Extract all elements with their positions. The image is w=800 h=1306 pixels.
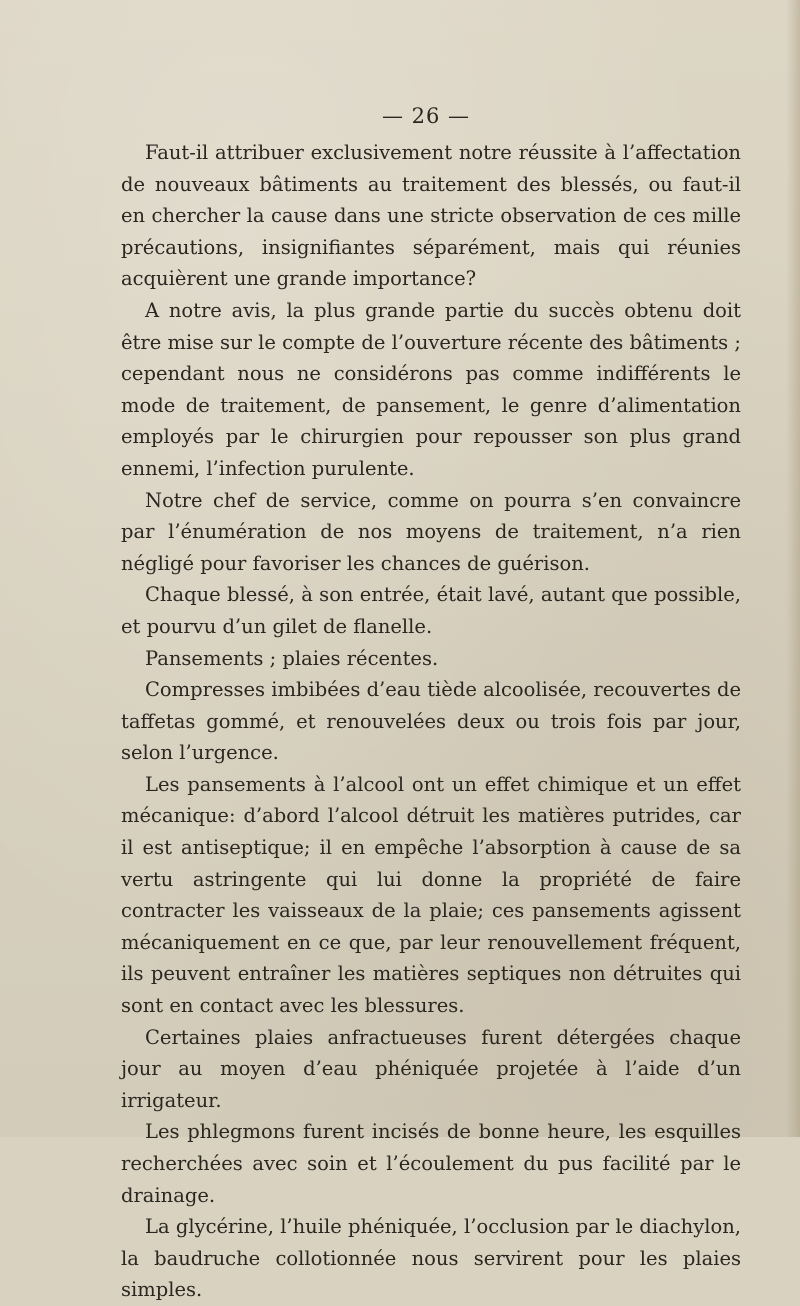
paragraph-2: A notre avis, la plus grande partie du succès obtenu doit être mise sur le compte de l’ouverture récente des bâtiments ; cependant nous ne considérons pas comme indifférents le mode de traitement, de pansement, le genre d’alimentation employés par le chirurgien pour repousser son plus grand ennemi, l’infection purulente.	[121, 298, 741, 480]
paragraph-7: Les pansements à l’alcool ont un effet chimique et un effet mécanique: d’abord l’alcool détruit les matières putrides, car il est antiseptique; il en empêche l’absorption à cause de sa vertu astringente qui lui donne la propriété de faire contracter les vaisseaux de la plaie; ces pansements agissent mécaniquement en ce que, par leur renouvellement fréquent, ils peuvent entraîner les matières septiques non détruites qui sont en contact avec les blessures.	[121, 772, 741, 1018]
paragraph-5-heading: Pansements ; plaies récentes.	[145, 646, 439, 670]
body-text	[121, 137, 741, 1306]
page-number: — 26 —	[381, 104, 471, 128]
paragraph-10: La glycérine, l’huile phéniquée, l’occlusion par le diachylon, la baudruche collotionnée nous servirent pour les plaies simples.	[121, 1215, 741, 1302]
paragraph-3: Notre chef de service, comme on pourra s’en convaincre par l’énumération de nos moyens de traitement, n’a rien négligé pour favoriser les chances de guérison.	[121, 488, 741, 575]
paragraph-9: Les phlegmons furent incisés de bonne heure, les esquilles recherchées avec soin et l’écoulement du pus facilité par le drainage.	[121, 1120, 741, 1207]
paragraph-6: Compresses imbibées d’eau tiède alcoolisée, recouvertes de taffetas gommé, et renouvelées deux ou trois fois par jour, selon l’urgence.	[121, 678, 741, 765]
paragraph-8: Certaines plaies anfractueuses furent détergées chaque jour au moyen d’eau phéniquée projetée à l’aide d’un irrigateur.	[121, 1025, 741, 1112]
paragraph-1: Faut-il attribuer exclusivement notre réussite à l’affectation de nouveaux bâtiments au traitement des blessés, ou faut-il en chercher la cause dans une stricte observation de ces mille précautions, insignifiantes séparément, mais qui réunies acquièrent une grande importance?	[121, 141, 741, 291]
page-edge-shadow	[786, 0, 800, 1137]
paragraph-4: Chaque blessé, à son entrée, était lavé, autant que possible, et pourvu d’un gilet de flanelle.	[121, 583, 741, 638]
